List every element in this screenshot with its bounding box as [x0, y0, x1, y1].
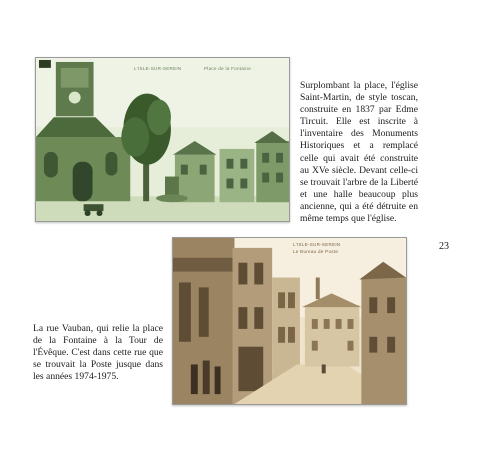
postcard-title-left: L'ISLE-SUR-SEREIN	[293, 242, 341, 247]
caption-rue-vauban	[33, 323, 163, 383]
postcard-photo-church-square	[35, 57, 290, 222]
caption-paragraph: La rue Vauban, qui relie la place de la Fontaine à la Tour de l'Évêque. C'est dans cette rue que se trouvait la Poste jusque dans les années 1974-1975.	[33, 323, 163, 383]
postcard-title-right: Le Bureau de Poste	[293, 249, 339, 254]
page-number: 23	[439, 241, 449, 252]
caption-paragraph: Surplombant la place, l'église Saint-Martin, de style toscan, construite en 1837 par Edme Tircuit. Elle est inscrite à l'inventaire des Monuments Historiques et a remplacé celle qui avait été construite au XVe siècle. Devant celle-ci se trouvait l'arbre de la Liberté et une halle beaucoup plus ancienne, qui a été détruite en même temps que l'église.	[300, 80, 418, 225]
church-square-illustration	[36, 58, 289, 221]
postcard-photo-rue-vauban	[172, 237, 407, 405]
postcard-title-left: L'ISLE-SUR-SEREIN	[134, 66, 182, 71]
caption-church-square	[300, 80, 418, 225]
rue-vauban-illustration	[173, 238, 406, 404]
postcard-title-right: Place de la Fontaine	[204, 66, 252, 71]
